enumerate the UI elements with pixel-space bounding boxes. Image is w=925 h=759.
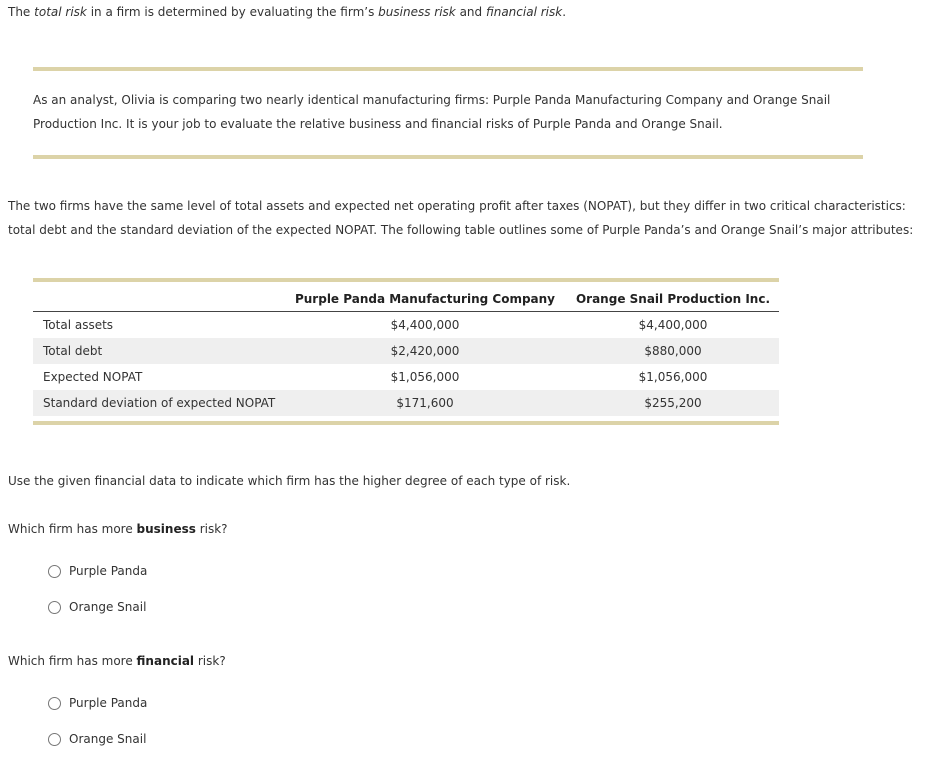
attributes-table <box>33 286 779 416</box>
orange-snail-value: $4,400,000 <box>638 318 708 332</box>
term-financial-risk: financial risk <box>485 5 563 19</box>
intro-text-part: . <box>562 5 567 19</box>
question-keyword-business: business <box>136 522 196 536</box>
table-row <box>33 338 779 364</box>
option-label: Purple Panda <box>69 564 148 578</box>
q1-option-orange-snail[interactable] <box>48 599 146 615</box>
term-total-risk: total risk <box>34 5 87 19</box>
term-business-risk: business risk <box>378 5 456 19</box>
radio-button[interactable] <box>48 565 61 578</box>
row-label: Total assets <box>43 318 114 332</box>
table-row <box>33 390 779 416</box>
table-header-row <box>33 286 779 312</box>
purple-panda-value: $4,400,000 <box>390 318 460 332</box>
table-header-purple-panda: Purple Panda Manufacturing Company <box>283 286 567 312</box>
question-keyword-financial: financial <box>136 654 195 668</box>
purple-panda-value: $2,420,000 <box>283 338 567 364</box>
context-line-2: total debt and the standard deviation of the expected NOPAT. The following table outlines some of Purple Panda’s and Orange Snail’s major attributes: <box>8 223 914 237</box>
orange-snail-value: $880,000 <box>567 338 779 364</box>
scenario-top-rule <box>33 67 863 71</box>
option-label: Purple Panda <box>69 696 148 710</box>
table-row <box>33 312 779 339</box>
table-row <box>33 364 779 390</box>
orange-snail-value: $255,200 <box>567 390 779 416</box>
scenario-line-1: As an analyst, Olivia is comparing two nearly identical manufacturing firms: Purple Panda Manufacturing Company and Orange Snail <box>33 93 831 107</box>
scenario-bottom-rule <box>33 155 863 159</box>
question-business-risk <box>8 517 228 541</box>
question-suffix: risk? <box>194 654 226 668</box>
radio-button[interactable] <box>48 697 61 710</box>
purple-panda-value: $171,600 <box>283 390 567 416</box>
option-label: Orange Snail <box>69 600 147 614</box>
instruction-text: Use the given financial data to indicate which firm has the higher degree of each type of risk. <box>8 474 571 488</box>
table-bottom-rule <box>33 421 779 425</box>
purple-panda-value: $1,056,000 <box>390 370 460 384</box>
radio-button[interactable] <box>48 601 61 614</box>
q2-option-purple-panda[interactable] <box>48 695 147 711</box>
intro-text <box>8 4 566 20</box>
q1-option-purple-panda[interactable] <box>48 563 147 579</box>
q2-option-orange-snail[interactable] <box>48 731 146 747</box>
row-label: Standard deviation of expected NOPAT <box>33 390 283 416</box>
question-prefix: Which firm has more <box>8 522 137 536</box>
intro-text-part: in a firm is determined by evaluating the firm’s <box>86 5 379 19</box>
context-line-1: The two firms have the same level of total assets and expected net operating profit after taxes (NOPAT), but they differ in two critical characteristics: <box>8 199 906 213</box>
scenario-line-2: Production Inc. It is your job to evaluate the relative business and financial risks of Purple Panda and Orange Snail. <box>33 117 723 131</box>
table-header-blank <box>33 286 283 312</box>
question-suffix: risk? <box>195 522 228 536</box>
intro-text-part: and <box>455 5 486 19</box>
radio-button[interactable] <box>48 733 61 746</box>
intro-text-part: The <box>8 5 35 19</box>
question-prefix: Which firm has more <box>8 654 137 668</box>
row-label: Expected NOPAT <box>43 370 143 384</box>
orange-snail-value: $1,056,000 <box>638 370 708 384</box>
table-top-rule <box>33 278 779 282</box>
row-label: Total debt <box>33 338 283 364</box>
table-header-orange-snail: Orange Snail Production Inc. <box>567 286 779 312</box>
option-label: Orange Snail <box>69 732 147 746</box>
question-financial-risk <box>8 649 226 673</box>
